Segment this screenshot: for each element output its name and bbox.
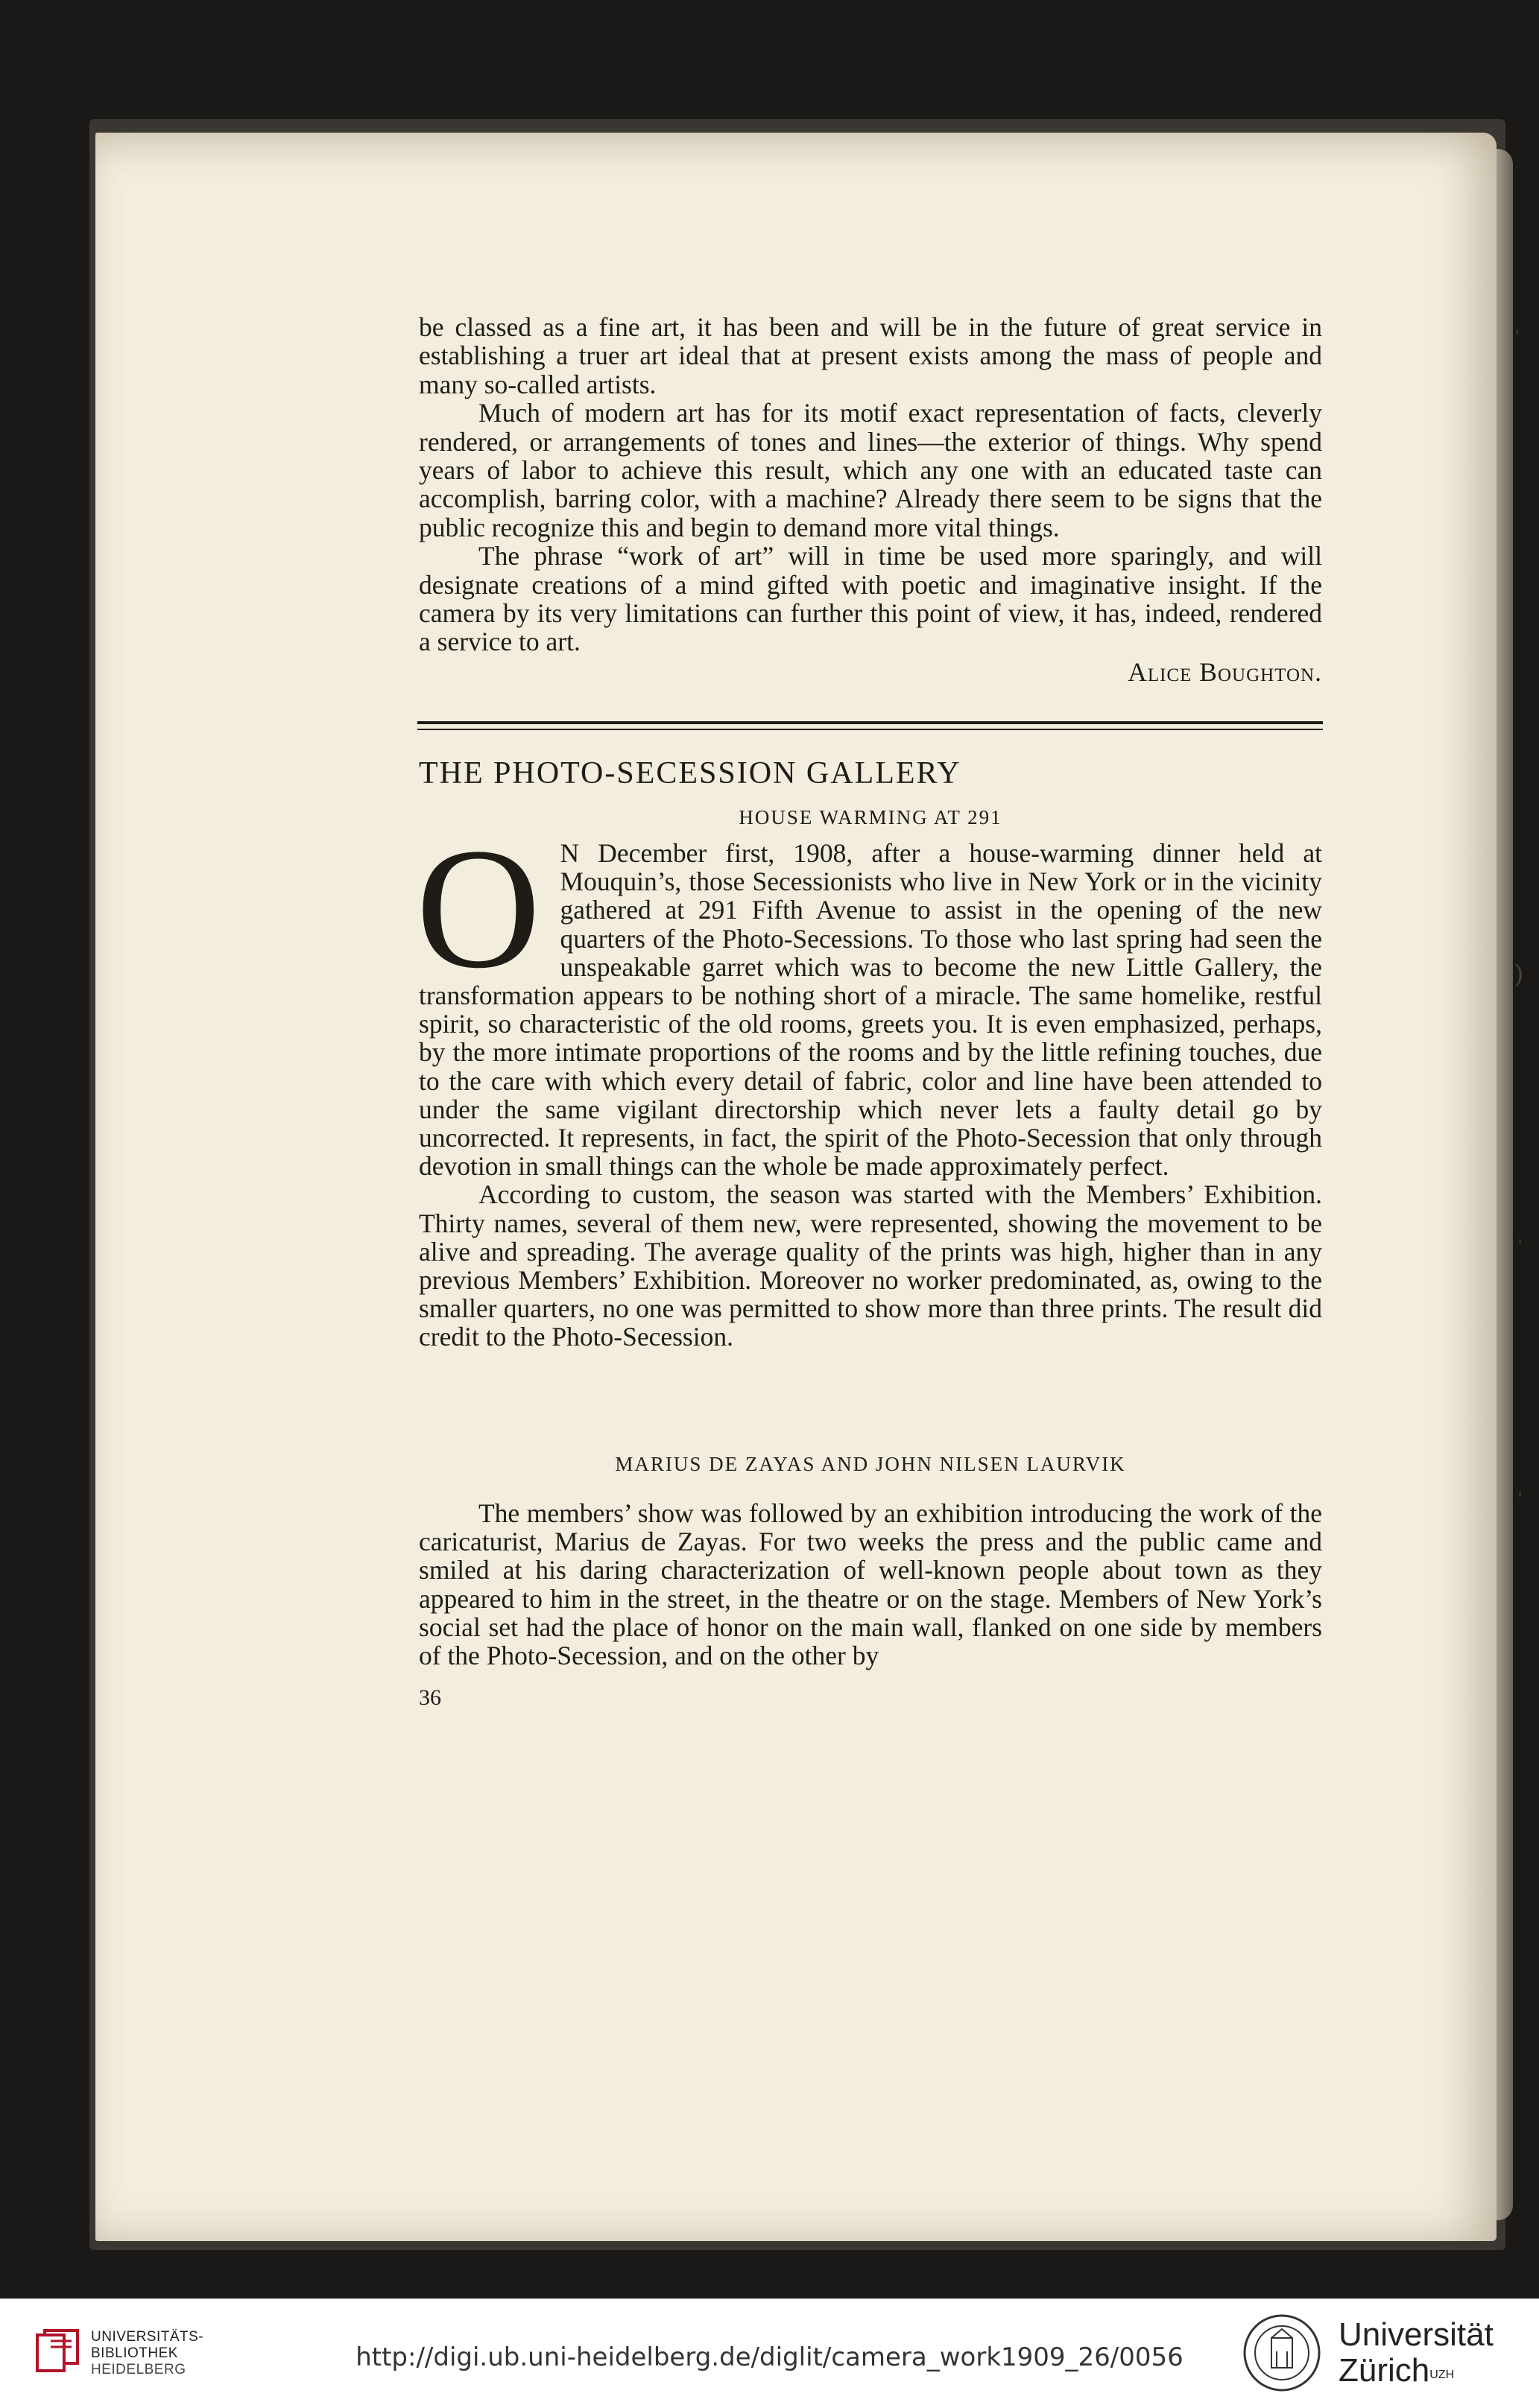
library-name-line: HEIDELBERG — [91, 2362, 186, 2377]
wordmark-superscript: UZH — [1429, 2369, 1455, 2381]
author-signature: Alice Boughton. — [1128, 656, 1322, 687]
section-title: THE PHOTO-SECESSION GALLERY — [419, 756, 961, 790]
library-name-line: UNIVERSITÄTS- — [91, 2329, 204, 2345]
paragraph: be classed as a fine art, it has been and will be in the future of great service in establishing a truer art ideal that at present exists among the mass of people and many so-called artists. — [419, 312, 1322, 399]
subheading-de-zayas: MARIUS DE ZAYAS AND JOHN NILSEN LAURVIK — [615, 1453, 1126, 1475]
margin-mark: ˈ — [1516, 1489, 1525, 1516]
article-body-continued — [419, 1499, 1322, 1670]
zurich-university-wordmark — [1339, 2317, 1494, 2389]
subheading-house-warming: HOUSE WARMING AT 291 — [739, 806, 1002, 828]
drop-cap: O — [416, 813, 541, 1004]
library-name-line: BIBLIOTHEK — [91, 2345, 178, 2361]
paragraph: Much of modern art has for its motif exact representation of facts, cleverly rendered, or arrangements of tones and lines—the exterior of things. Why spend years of labor to achieve this result, which any one with an educated taste can accomplish, barring color, with a machine? Already there seem to be signs that the public recognize this and begin to demand more vital things. — [419, 398, 1322, 542]
essay-conclusion — [419, 313, 1322, 686]
paragraph: The members’ show was followed by an exhibition introducing the work of the caricaturist, Marius de Zayas. For two weeks the press and the public came and smiled at his daring characterization of well-known people about town as they appeared to him in the street, in the theatre or on the stage. Members of New York’s social set had the place of honor on the main wall, flanked on one side by members of the Photo-Secession, and on the other by — [419, 1498, 1322, 1671]
paragraph: N December first, 1908, after a house-warming dinner held at Mouquin’s, those Secessionists who live in New York or in the vicinity gathered at 291 Fifth Avenue to assist in the opening of the new quarters of the Photo-Secessions. To those who last spring had seen the unspeakable garret which was to become the new Little Gallery, the transformation appears to be nothing short of a miracle. The same homelike, restful spirit, so characteristic of the old rooms, greets you. It is even emphasized, perhaps, by the more intimate proportions of the rooms and by the little refining touches, due to the care with which every detail of fabric, color and line have been attended to under the same vigilant directorship which never lets a faulty detail go by uncorrected. It represents, in fact, the spirit of the Photo-Secession that only through devotion in small things can the whole be made approximately perfect. — [419, 838, 1322, 1182]
permalink-url[interactable]: http://digi.ub.uni-heidelberg.de/diglit/camera_work1909_26/0056 — [355, 2342, 1184, 2372]
wordmark-line: Universität — [1339, 2316, 1494, 2353]
university-seal-icon — [1242, 2313, 1322, 2393]
paragraph: According to custom, the season was started with the Members’ Exhibition. Thirty names, several of them new, were represented, showing the movement to be alive and spreading. The average quality of the prints was high, higher than in any previous Members’ Exhibition. Moreover no worker predominated, as, owing to the smaller quarters, no one was permitted to show more than three prints. The result did credit to the Photo-Secession. — [419, 1179, 1322, 1352]
wordmark-line: Zürich — [1339, 2352, 1430, 2389]
margin-mark: ˈ — [1516, 1235, 1525, 1263]
margin-mark: ) — [1514, 960, 1523, 987]
double-rule-top — [417, 721, 1323, 724]
double-rule-bottom — [417, 729, 1323, 730]
paragraph: The phrase “work of art” will in time be used more sparingly, and will designate creations of a mind gifted with poetic and imaginative insight. If the camera by its very limitations can further this point of view, it has, indeed, rendered a service to art. — [419, 541, 1322, 657]
page-number: 36 — [419, 1685, 441, 1710]
viewer-footer — [0, 2298, 1539, 2408]
margin-mark: ˈ — [1513, 326, 1522, 354]
